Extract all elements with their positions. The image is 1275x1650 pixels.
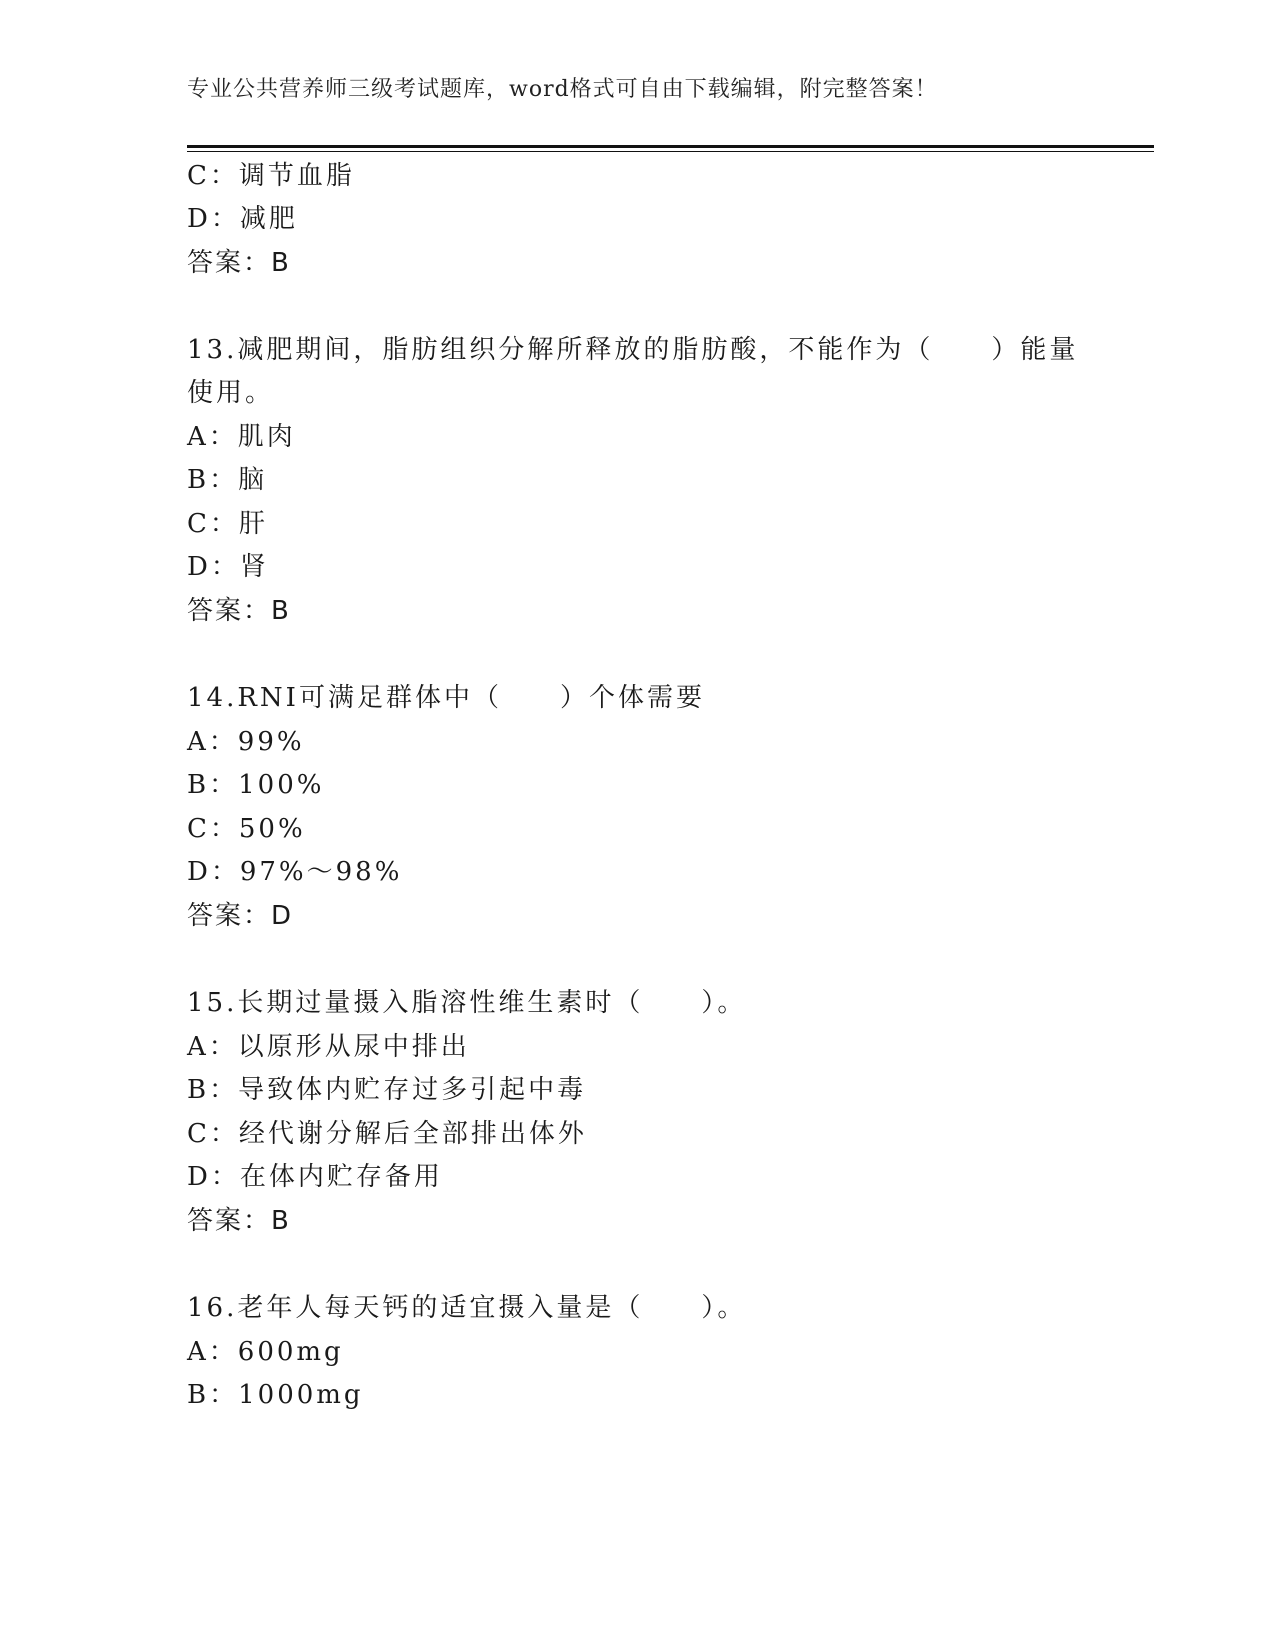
page-header: 专业公共营养师三级考试题库，word格式可自由下载编辑，附完整答案！ (187, 77, 938, 102)
answer-q14: 答案：D (187, 901, 294, 931)
answer-q15: 答案：B (187, 1206, 291, 1236)
header-rule-thin (187, 151, 1154, 152)
question-13: 13.减肥期间，脂肪组织分解所释放的脂肪酸，不能作为（ ）能量 (187, 335, 1079, 365)
answer-q13: 答案：B (187, 596, 291, 626)
question-13-cont: 使用。 (187, 378, 275, 408)
question-16: 16.老年人每天钙的适宜摄入量是（ ）。 (187, 1293, 747, 1323)
option-b-q15: B：导致体内贮存过多引起中毒 (187, 1075, 587, 1105)
option-b-q14: B：100% (187, 770, 325, 800)
option-c-q14: C：50% (187, 814, 306, 844)
option-c-q15: C：经代谢分解后全部排出体外 (187, 1119, 587, 1149)
option-c-q12: C：调节血脂 (187, 161, 355, 191)
option-c-q13: C：肝 (187, 509, 268, 539)
option-d-q15: D：在体内贮存备用 (187, 1162, 443, 1192)
option-b-q13: B：脑 (187, 465, 268, 495)
option-a-q13: A：肌肉 (187, 422, 296, 452)
question-14: 14.RNI可满足群体中（ ）个体需要 (187, 683, 705, 713)
option-b-q16: B：1000mg (187, 1380, 364, 1410)
option-d-q12: D：减肥 (187, 204, 298, 234)
answer-q12: 答案：B (187, 248, 291, 278)
question-15: 15.长期过量摄入脂溶性维生素时（ ）。 (187, 988, 747, 1018)
option-d-q13: D：肾 (187, 552, 269, 582)
option-d-q14: D：97%～98% (187, 857, 403, 887)
option-a-q15: A：以原形从尿中排出 (187, 1032, 470, 1062)
option-a-q14: A：99% (187, 727, 305, 757)
option-a-q16: A：600mg (187, 1337, 344, 1367)
header-rule-thick (187, 145, 1154, 148)
